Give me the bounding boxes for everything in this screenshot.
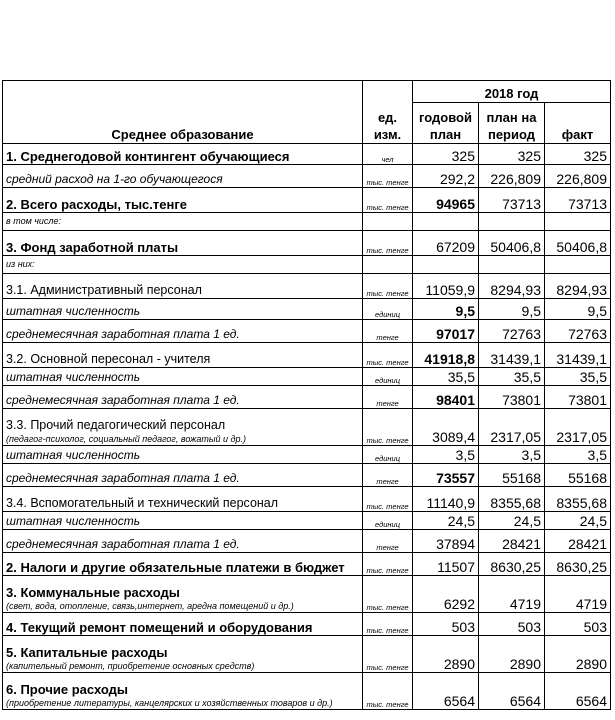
- row-label: [3, 673, 363, 710]
- row-unit: тыс. тенге: [363, 343, 413, 368]
- row-annual: [413, 213, 479, 231]
- row-annual: 35,5: [413, 368, 479, 386]
- table-row: [3, 299, 611, 320]
- table-row: [3, 576, 611, 613]
- row-unit: тыс. тенге: [363, 553, 413, 576]
- row-period: 8630,25: [479, 553, 545, 576]
- row-unit: [363, 213, 413, 231]
- row-period: 9,5: [479, 299, 545, 320]
- table-row: [3, 213, 611, 231]
- row-annual: 41918,8: [413, 343, 479, 368]
- row-unit: тыс. тенге: [363, 636, 413, 673]
- row-annual: 9,5: [413, 299, 479, 320]
- table-row: [3, 165, 611, 188]
- row-unit: единиц: [363, 299, 413, 320]
- row-fact: 2890: [545, 636, 611, 673]
- row-period: 50406,8: [479, 231, 545, 256]
- table-row: [3, 386, 611, 409]
- row-label-note: (педагог-психолог, социальный педагог, вожатый и др.): [6, 434, 246, 444]
- row-period: 2890: [479, 636, 545, 673]
- row-annual: 3089,4: [413, 409, 479, 446]
- row-label-note: (капительный ремонт, приобретение основных средств): [6, 661, 255, 671]
- table-row: [3, 530, 611, 553]
- row-annual: 98401: [413, 386, 479, 409]
- row-label-main: 6. Прочие расходы: [6, 682, 128, 697]
- row-period: 3,5: [479, 446, 545, 464]
- row-period: 24,5: [479, 512, 545, 530]
- row-fact: 4719: [545, 576, 611, 613]
- row-unit: тыс. тенге: [363, 673, 413, 710]
- row-period: 35,5: [479, 368, 545, 386]
- row-period: 72763: [479, 320, 545, 343]
- row-annual: 24,5: [413, 512, 479, 530]
- row-period: 55168: [479, 464, 545, 487]
- row-period: 6564: [479, 673, 545, 710]
- row-annual: 6564: [413, 673, 479, 710]
- row-annual: 2890: [413, 636, 479, 673]
- row-label: 3.4. Вспомогательный и технический персонал: [3, 487, 363, 512]
- row-fact: 72763: [545, 320, 611, 343]
- col-annual-header: годовой план: [413, 103, 479, 144]
- row-period: 31439,1: [479, 343, 545, 368]
- row-fact: 9,5: [545, 299, 611, 320]
- year-header: 2018 год: [413, 81, 611, 103]
- row-unit: тыс. тенге: [363, 188, 413, 213]
- row-period: 28421: [479, 530, 545, 553]
- row-label: 3.1. Административный персонал: [3, 274, 363, 299]
- row-unit: тыс. тенге: [363, 165, 413, 188]
- row-label: 3. Фонд заработной платы: [3, 231, 363, 256]
- row-unit: тыс. тенге: [363, 274, 413, 299]
- row-fact: 8294,93: [545, 274, 611, 299]
- row-fact: 24,5: [545, 512, 611, 530]
- table-row: [3, 409, 611, 446]
- row-period: 2317,05: [479, 409, 545, 446]
- row-unit: единиц: [363, 446, 413, 464]
- row-label: среднемесячная заработная плата 1 ед.: [3, 464, 363, 487]
- row-fact: [545, 213, 611, 231]
- table-row: [3, 636, 611, 673]
- row-label: штатная численность: [3, 512, 363, 530]
- table-row: [3, 464, 611, 487]
- row-unit: тенге: [363, 386, 413, 409]
- row-period: 4719: [479, 576, 545, 613]
- row-unit: тенге: [363, 530, 413, 553]
- row-label-main: 3. Коммунальные расходы: [6, 585, 180, 600]
- table-row: [3, 512, 611, 530]
- row-label: [3, 576, 363, 613]
- row-period: 503: [479, 613, 545, 636]
- row-annual: 37894: [413, 530, 479, 553]
- row-annual: 94965: [413, 188, 479, 213]
- table-row: [3, 343, 611, 368]
- row-label: 2. Всего расходы, тыс.тенге: [3, 188, 363, 213]
- row-unit: тыс. тенге: [363, 409, 413, 446]
- row-unit: чел: [363, 144, 413, 165]
- row-fact: 55168: [545, 464, 611, 487]
- row-label: среднемесячная заработная плата 1 ед.: [3, 320, 363, 343]
- unit-header: ед. изм.: [363, 81, 413, 144]
- row-label: штатная численность: [3, 368, 363, 386]
- section-title: Среднее образование: [3, 81, 363, 144]
- row-label: из них:: [3, 256, 363, 274]
- row-fact: 73713: [545, 188, 611, 213]
- row-unit: тыс. тенге: [363, 576, 413, 613]
- row-period: 226,809: [479, 165, 545, 188]
- table-row: [3, 613, 611, 636]
- row-fact: 226,809: [545, 165, 611, 188]
- row-label: 4. Текущий ремонт помещений и оборудования: [3, 613, 363, 636]
- row-period: 73801: [479, 386, 545, 409]
- row-fact: 28421: [545, 530, 611, 553]
- table-row: [3, 446, 611, 464]
- row-unit: тыс. тенге: [363, 231, 413, 256]
- row-annual: 73557: [413, 464, 479, 487]
- row-annual: 6292: [413, 576, 479, 613]
- row-label: 2. Налоги и другие обязательные платежи в бюджет: [3, 553, 363, 576]
- row-label-note: (свет, вода, отопление, связь,интернет, аредна помещений и др.): [6, 601, 294, 611]
- row-unit: тенге: [363, 320, 413, 343]
- row-unit: тыс. тенге: [363, 613, 413, 636]
- row-period: 8294,93: [479, 274, 545, 299]
- row-fact: 2317,05: [545, 409, 611, 446]
- row-label: средний расход на 1-го обучающегося: [3, 165, 363, 188]
- row-annual: 11059,9: [413, 274, 479, 299]
- row-label: в том числе:: [3, 213, 363, 231]
- row-label-note: (приобретение литературы, канцелярских и хозяйственных товаров и др.): [6, 698, 333, 708]
- row-annual: [413, 256, 479, 274]
- table-row: [3, 487, 611, 512]
- row-period: 325: [479, 144, 545, 165]
- row-label-main: 5. Капитальные расходы: [6, 645, 168, 660]
- row-unit: единиц: [363, 512, 413, 530]
- row-period: 8355,68: [479, 487, 545, 512]
- row-label: среднемесячная заработная плата 1 ед.: [3, 386, 363, 409]
- col-period-header: план на период: [479, 103, 545, 144]
- row-label: штатная численность: [3, 299, 363, 320]
- table-row: [3, 673, 611, 710]
- row-label: [3, 636, 363, 673]
- row-annual: 11507: [413, 553, 479, 576]
- table-row: [3, 256, 611, 274]
- row-fact: 503: [545, 613, 611, 636]
- row-label: среднемесячная заработная плата 1 ед.: [3, 530, 363, 553]
- row-fact: 325: [545, 144, 611, 165]
- table-row: [3, 274, 611, 299]
- table-row: [3, 231, 611, 256]
- row-annual: 97017: [413, 320, 479, 343]
- row-annual: 3,5: [413, 446, 479, 464]
- row-label-main: 3.3. Прочий педагогический персонал: [6, 418, 226, 432]
- row-fact: 31439,1: [545, 343, 611, 368]
- row-fact: [545, 256, 611, 274]
- row-unit: тенге: [363, 464, 413, 487]
- row-fact: 6564: [545, 673, 611, 710]
- table-row: [3, 188, 611, 213]
- row-annual: 503: [413, 613, 479, 636]
- row-unit: тыс. тенге: [363, 487, 413, 512]
- row-unit: единиц: [363, 368, 413, 386]
- row-label: [3, 409, 363, 446]
- budget-table: [2, 80, 611, 710]
- row-annual: 292,2: [413, 165, 479, 188]
- row-label: 3.2. Основной пересонал - учителя: [3, 343, 363, 368]
- table-row: [3, 553, 611, 576]
- table-row: [3, 144, 611, 165]
- table-row: [3, 320, 611, 343]
- header-row-top: [3, 81, 611, 103]
- table-row: [3, 368, 611, 386]
- row-label: штатная численность: [3, 446, 363, 464]
- row-period: [479, 213, 545, 231]
- row-label: 1. Среднегодовой контингент обучающиеся: [3, 144, 363, 165]
- row-fact: 3,5: [545, 446, 611, 464]
- row-fact: 73801: [545, 386, 611, 409]
- row-fact: 50406,8: [545, 231, 611, 256]
- row-fact: 35,5: [545, 368, 611, 386]
- row-annual: 11140,9: [413, 487, 479, 512]
- row-period: 73713: [479, 188, 545, 213]
- row-period: [479, 256, 545, 274]
- row-annual: 67209: [413, 231, 479, 256]
- col-fact-header: факт: [545, 103, 611, 144]
- row-fact: 8630,25: [545, 553, 611, 576]
- row-fact: 8355,68: [545, 487, 611, 512]
- row-unit: [363, 256, 413, 274]
- row-annual: 325: [413, 144, 479, 165]
